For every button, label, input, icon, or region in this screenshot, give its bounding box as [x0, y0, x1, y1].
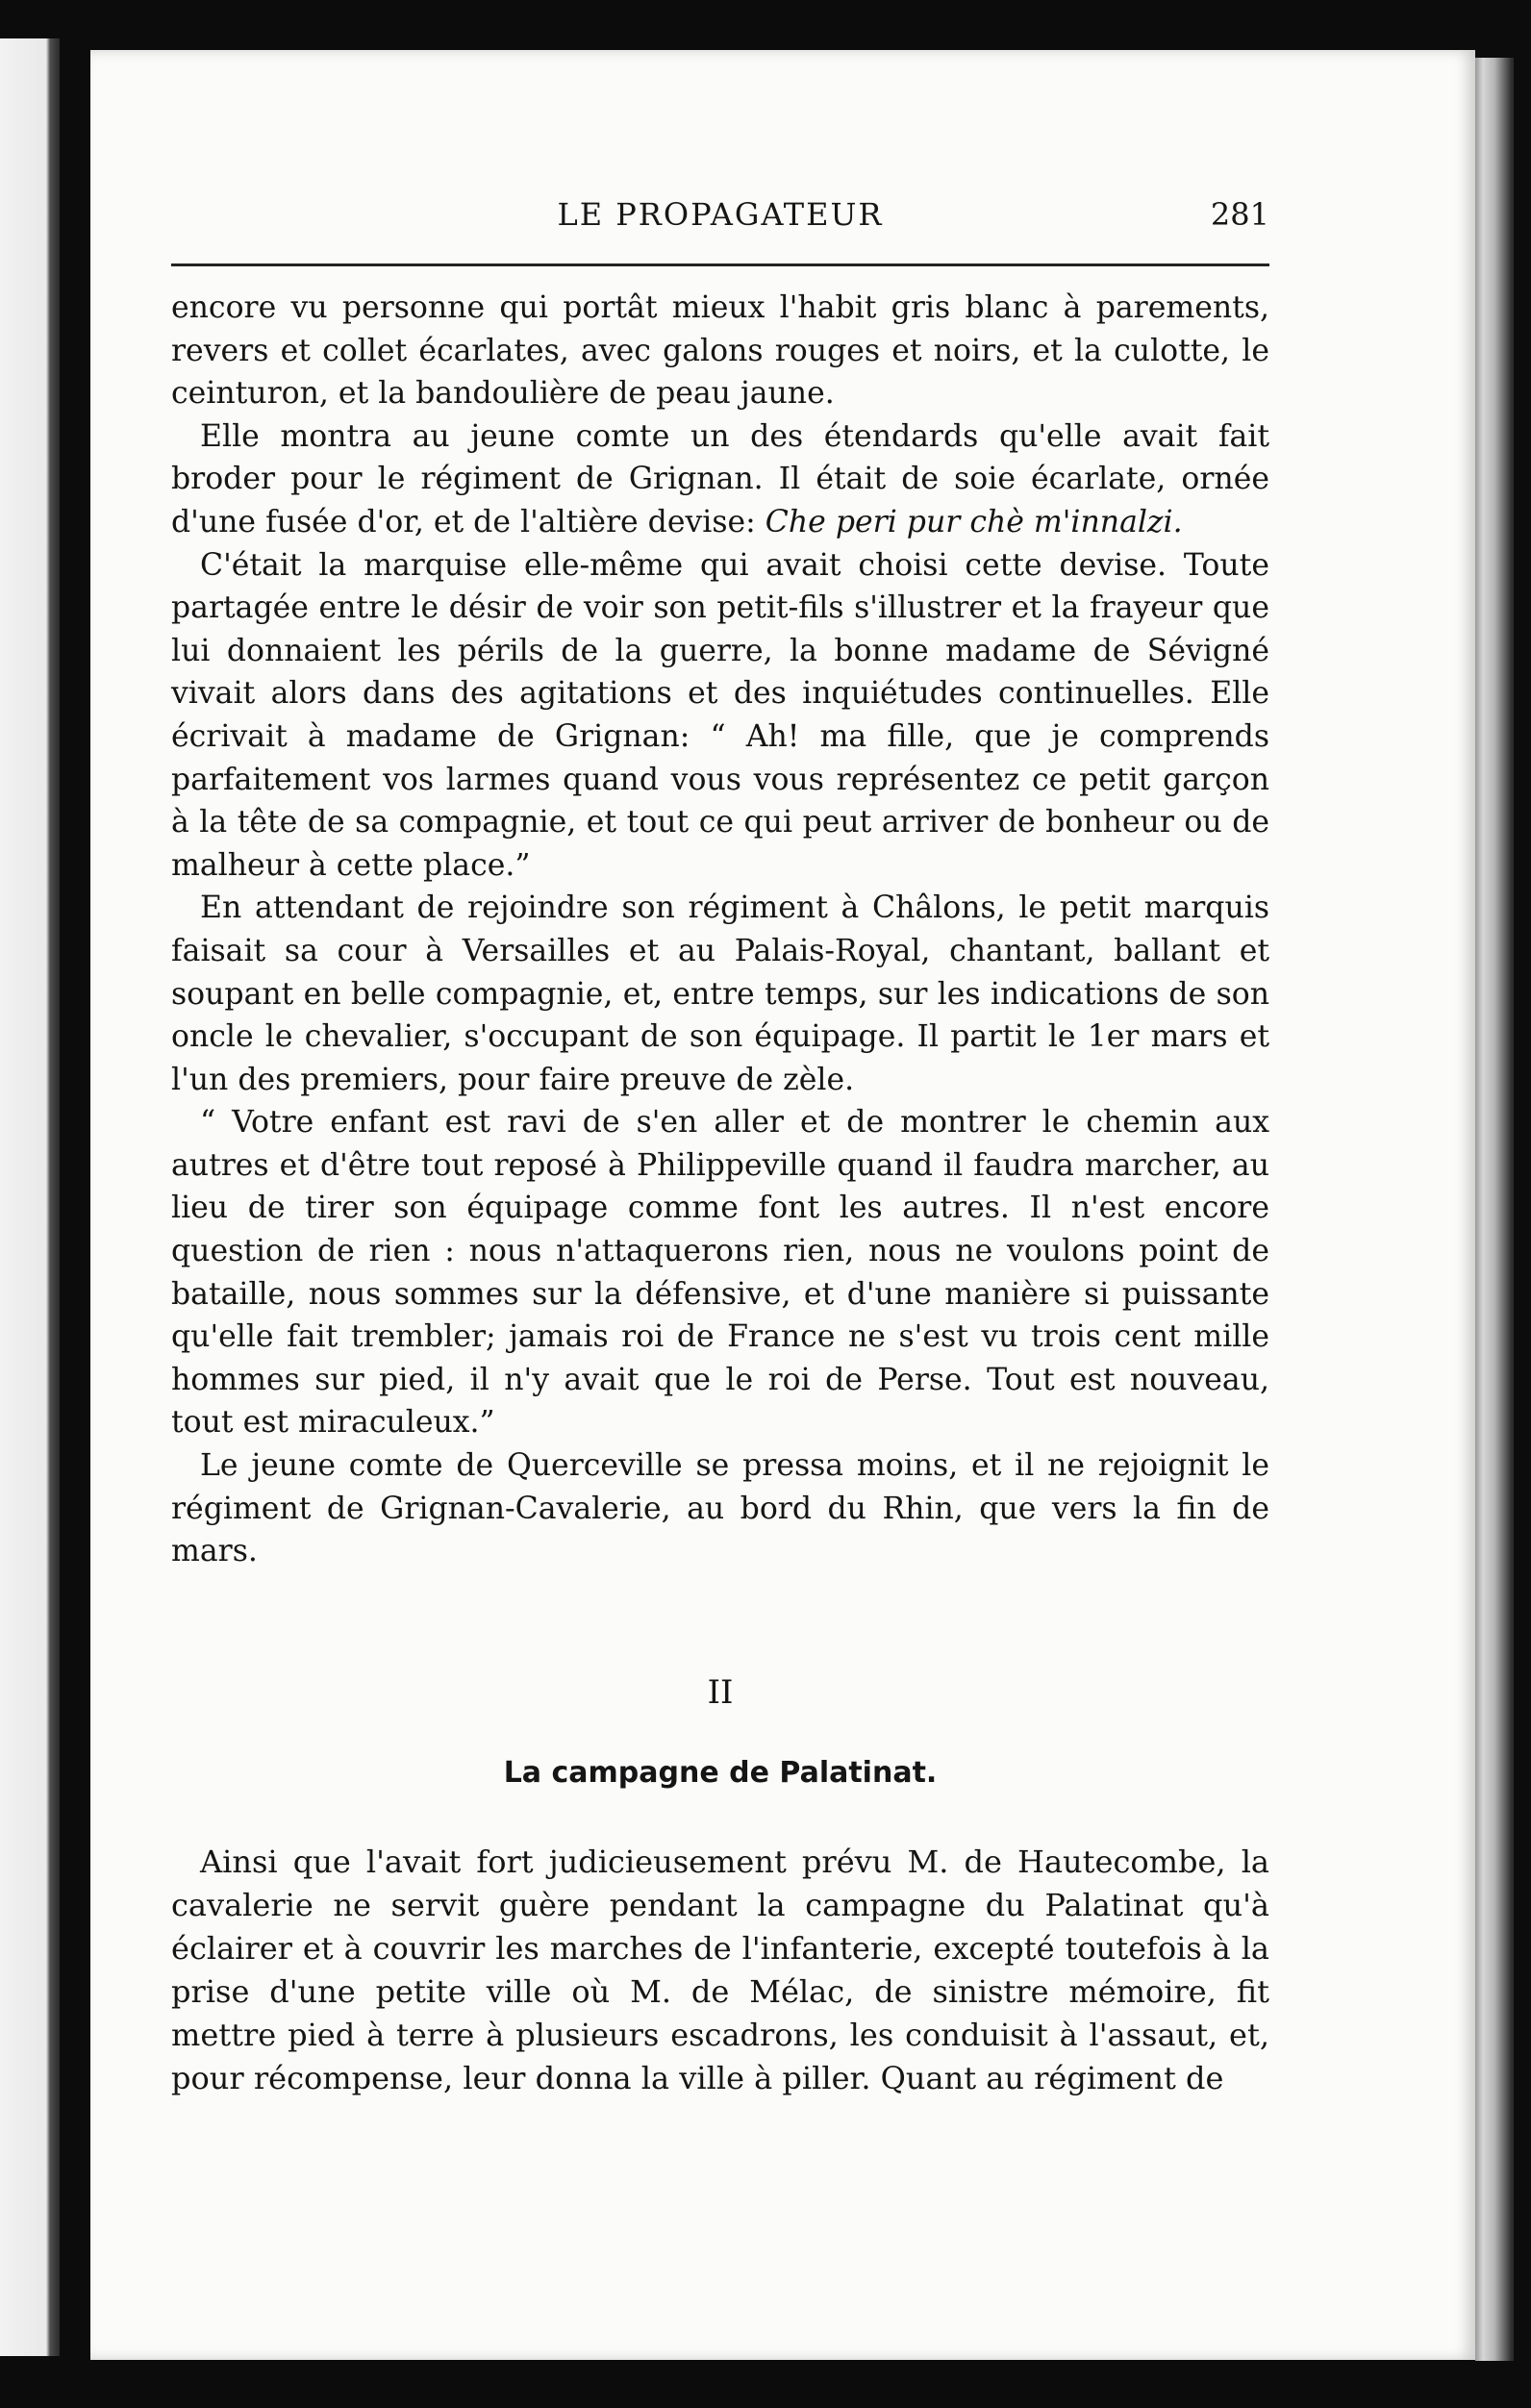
page-stack-edge — [1475, 58, 1514, 2361]
running-header — [171, 196, 1269, 244]
motto-italic: Che peri pur chè m'innalzi. — [765, 504, 1183, 539]
main-text — [171, 287, 1269, 1573]
section-title: La campagne de Palatinat. — [503, 1756, 938, 1790]
paragraph-5: “ Votre enfant est ravi de s'en aller et de montrer le chemin aux autres et d'être tout reposé à Philippeville quand il faudra marcher, au lieu de tirer son équipage comme font les autres. Il n'est encore question de rien : nous n'attaquerons rien, nous ne voulons point de bataille, nous sommes sur la défensive, et d'une manière si puissante qu'elle fait trembler; jamais roi de France ne s'est vu trois cent mille hommes sur pied, il n'y avait que le roi de Perse. Tout est nouveau, tout est miraculeux.” — [171, 1105, 1269, 1441]
paragraph-4: En attendant de rejoindre son régiment à Châlons, le petit marquis faisait sa cour à Versailles et au Palais-Royal, chantant, ballant et soupant en belle compagnie, et, entre temps, sur les indications de son oncle le chevalier, s'occupant de son équipage. Il partit le 1er mars et l'un des premiers, pour faire preuve de zèle. — [171, 890, 1269, 1097]
header-rule — [171, 263, 1269, 266]
adjacent-page-edge — [0, 38, 60, 2356]
section-number: II — [707, 1673, 734, 1712]
section-paragraph-1: Ainsi que l'avait fort judicieusement prévu M. de Hautecombe, la cavalerie ne servit guère pendant la campagne du Palatinat qu'à éclairer et à couvrir les marches de l'infanterie, excepté toutefois à la prise d'une petite ville où M. de Mélac, de sinistre mémoire, fit mettre pied à terre à plusieurs escadrons, les conduisit à l'assaut, et, pour récompense, leur donna la ville à piller. Quant au régiment de — [171, 1844, 1269, 2096]
page-number: 281 — [1210, 196, 1269, 233]
paragraph-1: encore vu personne qui portât mieux l'habit gris blanc à parements, revers et collet écarlates, avec galons rouges et noirs, et la culotte, le ceinturon, et la bandoulière de peau jaune. — [171, 290, 1269, 412]
paragraph-3: C'était la marquise elle-même qui avait choisi cette devise. Toute partagée entre le désir de voir son petit-fils s'illustrer et la frayeur que lui donnaient les périls de la guerre, la bonne madame de Sévigné vivait alors dans des agitations et des inquiétudes continuelles. Elle écrivait à madame de Grignan: “ Ah! ma fille, que je comprends parfaitement vos larmes quand vous vous représentez ce petit garçon à la tête de sa compagnie, et tout ce qui peut arriver de bonheur ou de malheur à cette place.” — [171, 547, 1269, 883]
paragraph-2-text: Elle montra au jeune comte un des étendards qu'elle avait fait broder pour le régiment de Grignan. Il était de soie écarlate, ornée d'une fusée d'or, et de l'altière devise: — [171, 418, 1269, 539]
running-title: LE PROPAGATEUR — [557, 196, 884, 233]
book-page — [90, 50, 1475, 2360]
paragraph-2 — [171, 415, 1269, 544]
section-text — [171, 1841, 1269, 2100]
paragraph-6: Le jeune comte de Querceville se pressa moins, et il ne rejoignit le régiment de Grignan-Cavalerie, au bord du Rhin, que vers la fin de mars. — [171, 1448, 1269, 1569]
